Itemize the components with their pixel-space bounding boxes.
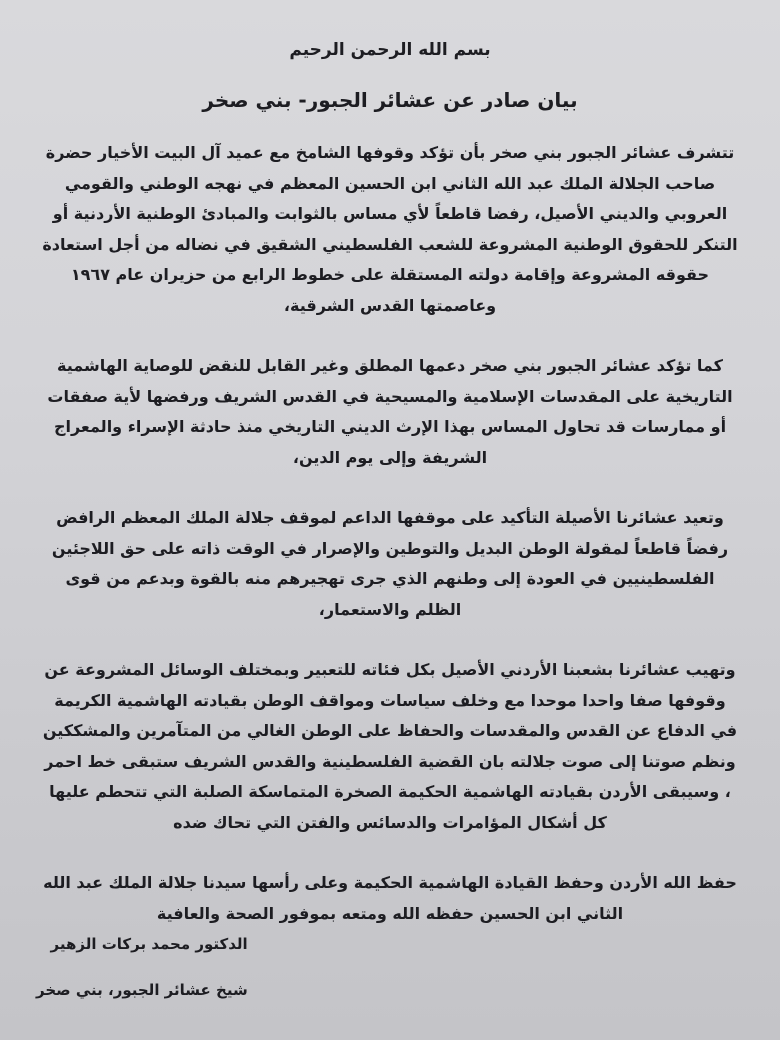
basmala: بسم الله الرحمن الرحيم <box>289 40 491 60</box>
paragraph-5: حفظ الله الأردن وحفظ القيادة الهاشمية الحكيمة وعلى رأسها سيدنا جلالة الملك عبد الله الثاني ابن الحسين حفظه الله ومتعه بموفور الصحة والعافية <box>43 873 737 923</box>
document-body <box>40 28 740 959</box>
document-title: بيان صادر عن عشائر الجبور- بني صخر <box>202 88 578 112</box>
paragraph-3: وتعيد عشائرنا الأصيلة التأكيد على موقفها الداعم لموقف جلالة الملك المعظم الرافض رفضاً قاطعاً لمقولة الوطن البديل والتوطين والإصرار في الوقت ذاته على حق اللاجئين الفلسطينيين في العودة إلى وطنهم الذي جرى تهجيرهم منه بالقوة وبدعم من قوى الظلم والاستعمار، <box>51 508 729 619</box>
signatory-position: شيخ عشائر الجبور، بني صخر <box>36 981 248 999</box>
signatory-name: الدكتور محمد بركات الزهير <box>50 935 248 953</box>
paragraph-1: تتشرف عشائر الجبور بني صخر بأن تؤكد وقوفها الشامخ مع عميد آل البيت الأخيار حضرة صاحب الجلالة الملك عبد الله الثاني ابن الحسين المعظم في نهجه الوطني والقومي العروبي والديني الأصيل، رفضا قاطعاً لأي مساس بالثوابت والمبادئ الوطنية الأردنية أو التنكر للحقوق الوطنية المشروعة للشعب الفلسطيني الشقيق في نضاله من أجل استعادة حقوقه المشروعة وإقامة دولته المستقلة على خطوط الرابع من حزيران عام ١٩٦٧ وعاصمتها القدس الشرقية، <box>42 143 738 315</box>
signature-block <box>36 930 248 1022</box>
paragraph-2: كما تؤكد عشائر الجبور بني صخر دعمها المطلق وغير القابل للنقض للوصاية الهاشمية التاريخية على المقدسات الإسلامية والمسيحية في القدس الشريف ورفضها لأية صفقات أو ممارسات قد تحاول المساس بهذا الإرث الديني التاريخي منذ حادثة الإسراء والمعراج الشريفة وإلى يوم الدين، <box>47 356 733 467</box>
paragraph-4: وتهيب عشائرنا بشعبنا الأردني الأصيل بكل فئاته للتعبير وبمختلف الوسائل المشروعة عن وقوفها صفا واحدا موحدا مع وخلف سياسات ومواقف الوطن بقيادته الهاشمية الكريمة في الدفاع عن القدس والمقدسات والحفاظ على الوطن الغالي من المتآمرين والمشككين ونظم صوتنا إلى صوت جلالته بان القضية الفلسطينية والقدس الشريف ستبقى خط احمر ، وسيبقى الأردن بقيادته الهاشمية الحكيمة الصخرة المتماسكة الصلبة التي تتحطم عليها كل أشكال المؤامرات والدسائس والفتن التي تحاك ضده <box>42 660 738 832</box>
